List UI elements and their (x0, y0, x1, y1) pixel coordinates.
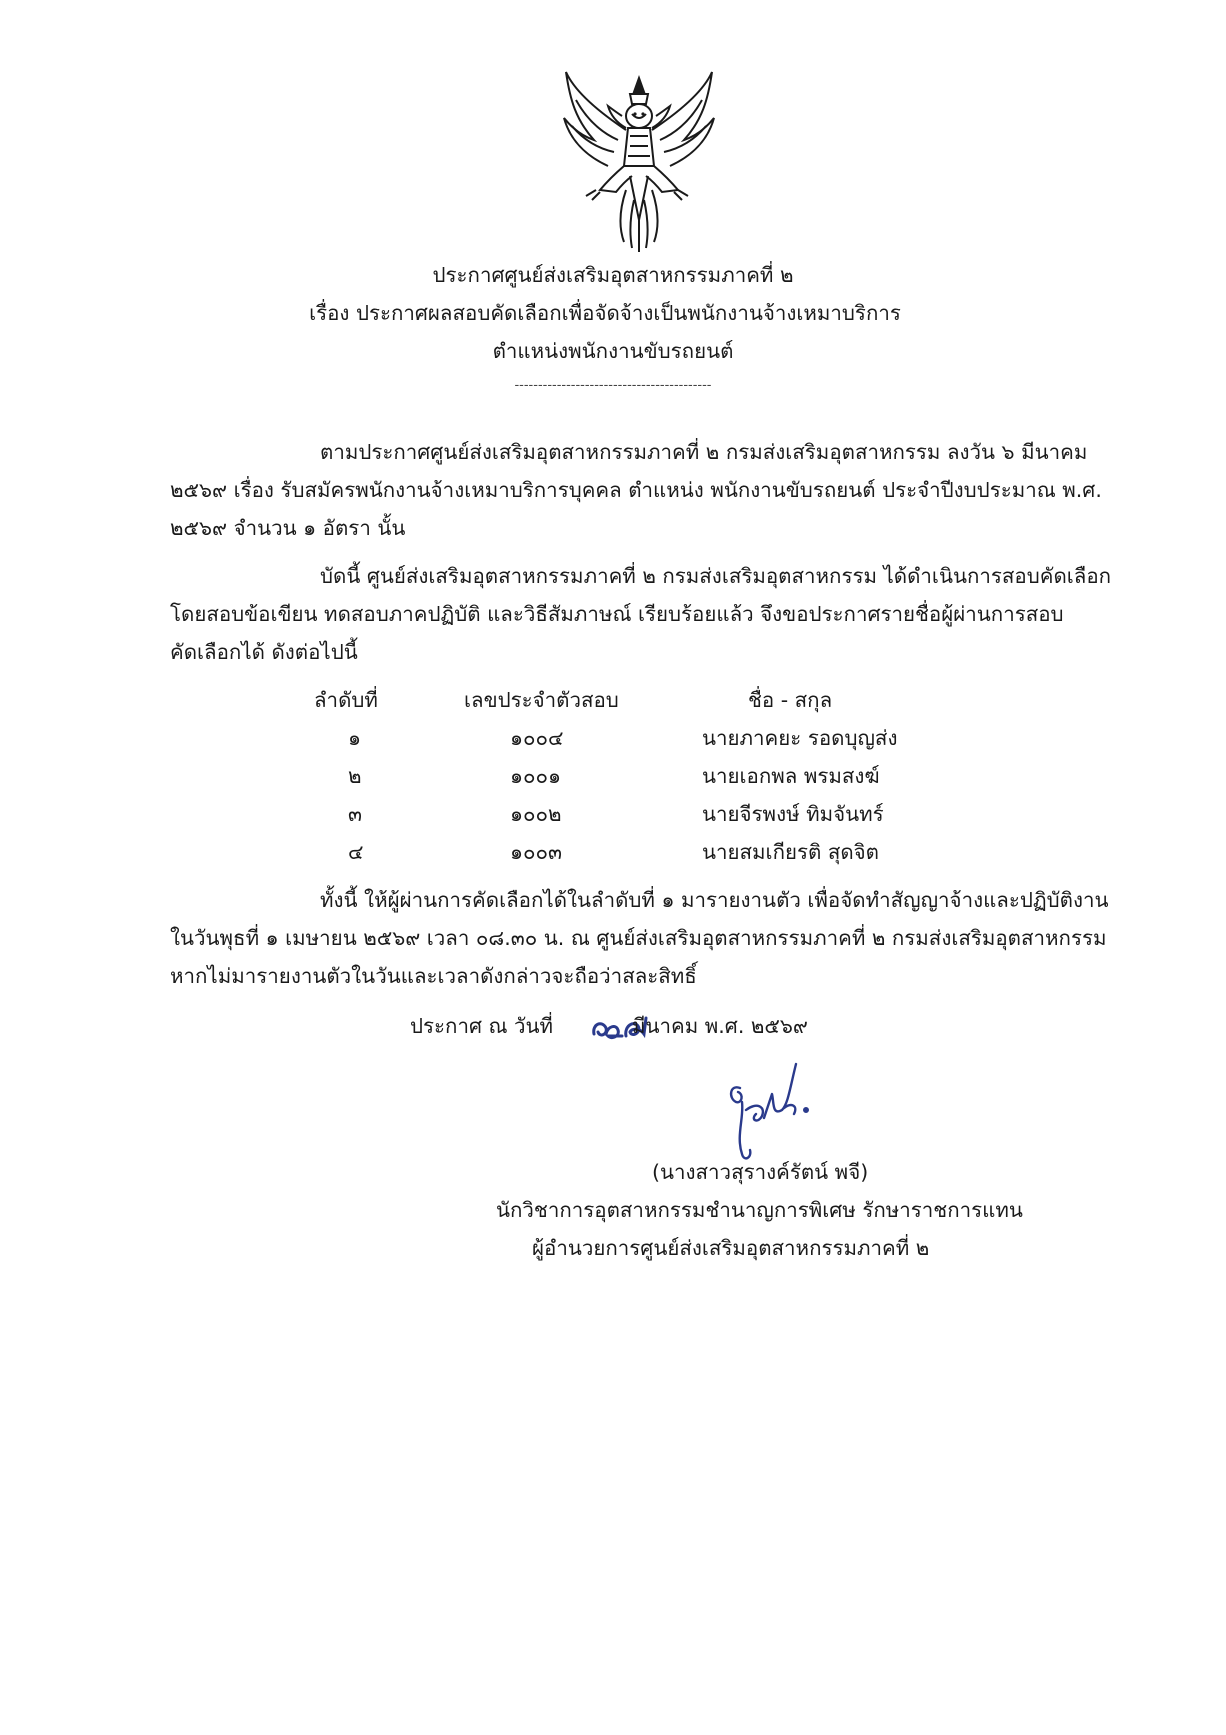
para1-line1: ตามประกาศศูนย์ส่งเสริมอุตสาหกรรมภาคที่ ๒ กรมส่งเสริมอุตสาหกรรม ลงวัน ๖ มีนาคม (320, 440, 1088, 464)
row-exam-id: ๑๐๐๓ (510, 840, 563, 864)
row-exam-id: ๑๐๐๔ (510, 726, 564, 750)
row-name: นายภาคยะ รอดบุญส่ง (702, 726, 898, 750)
announcement-subject: เรื่อง ประกาศผลสอบคัดเลือกเพื่อจัดจ้างเป็นพนักงานจ้างเหมาบริการ (309, 301, 901, 325)
row-order: ๓ (348, 802, 363, 826)
garuda-emblem (556, 70, 722, 255)
para1-line3: ๒๕๖๙ จำนวน ๑ อัตรา นั้น (170, 516, 406, 540)
table-header-exam-id: เลขประจำตัวสอบ (464, 688, 619, 712)
row-exam-id: ๑๐๐๒ (510, 802, 562, 826)
para3-line3: หากไม่มารายงานตัวในวันและเวลาดังกล่าวจะถือว่าสละสิทธิ์ (170, 964, 697, 988)
row-order: ๑ (348, 726, 362, 750)
signer-title-1: นักวิชาการอุตสาหกรรมชำนาญการพิเศษ รักษาราชการแทน (496, 1198, 1023, 1222)
row-order: ๒ (348, 764, 362, 788)
row-name: นายจีรพงษ์ ทิมจันทร์ (702, 802, 884, 826)
para3-line1: ทั้งนี้ ให้ผู้ผ่านการคัดเลือกได้ในลำดับที่ ๑ มารายงานตัว เพื่อจัดทำสัญญาจ้างและปฏิบัติงาน (320, 888, 1109, 912)
para2-line3: คัดเลือกได้ ดังต่อไปนี้ (170, 640, 358, 664)
table-header-order: ลำดับที่ (314, 688, 378, 712)
para2-line2: โดยสอบข้อเขียน ทดสอบภาคปฏิบัติ และวิธีสัมภาษณ์ เรียบร้อยแล้ว จึงขอประกาศรายชื่อผู้ผ่านการสอบ (170, 602, 1064, 626)
handwritten-signature (722, 1058, 828, 1168)
row-exam-id: ๑๐๐๑ (510, 764, 562, 788)
para1-line2: ๒๕๖๙ เรื่อง รับสมัครพนักงานจ้างเหมาบริการบุคคล ตำแหน่ง พนักงานขับรถยนต์ ประจำปีงบประมาณ พ.ศ. (170, 478, 1102, 502)
table-header-name: ชื่อ - สกุล (748, 688, 833, 712)
row-name: นายเอกพล พรมสงฆ์ (702, 764, 880, 788)
announce-prefix: ประกาศ ณ วันที่ (410, 1014, 554, 1038)
announcement-title: ประกาศศูนย์ส่งเสริมอุตสาหกรรมภาคที่ ๒ (432, 263, 794, 287)
para2-line1: บัดนี้ ศูนย์ส่งเสริมอุตสาหกรรมภาคที่ ๒ กรมส่งเสริมอุตสาหกรรม ได้ดำเนินการสอบคัดเลือก (320, 564, 1112, 588)
announcement-position: ตำแหน่งพนักงานขับรถยนต์ (492, 339, 734, 363)
row-order: ๔ (348, 840, 364, 864)
para3-line2: ในวันพุธที่ ๑ เมษายน ๒๕๖๙ เวลา ๐๘.๓๐ น. ณ ศูนย์ส่งเสริมอุตสาหกรรมภาคที่ ๒ กรมส่งเสริมอุตสาหกรรม (170, 926, 1107, 950)
announce-suffix: มีนาคม พ.ศ. ๒๕๖๙ (632, 1014, 808, 1038)
header-divider: ------------------------------------------ (514, 378, 712, 393)
row-name: นายสมเกียรติ สุดจิต (702, 840, 879, 864)
signer-name: (นางสาวสุรางค์รัตน์ พจี) (652, 1160, 869, 1184)
signer-title-2: ผู้อำนวยการศูนย์ส่งเสริมอุตสาหกรรมภาคที่ ๒ (532, 1236, 930, 1260)
